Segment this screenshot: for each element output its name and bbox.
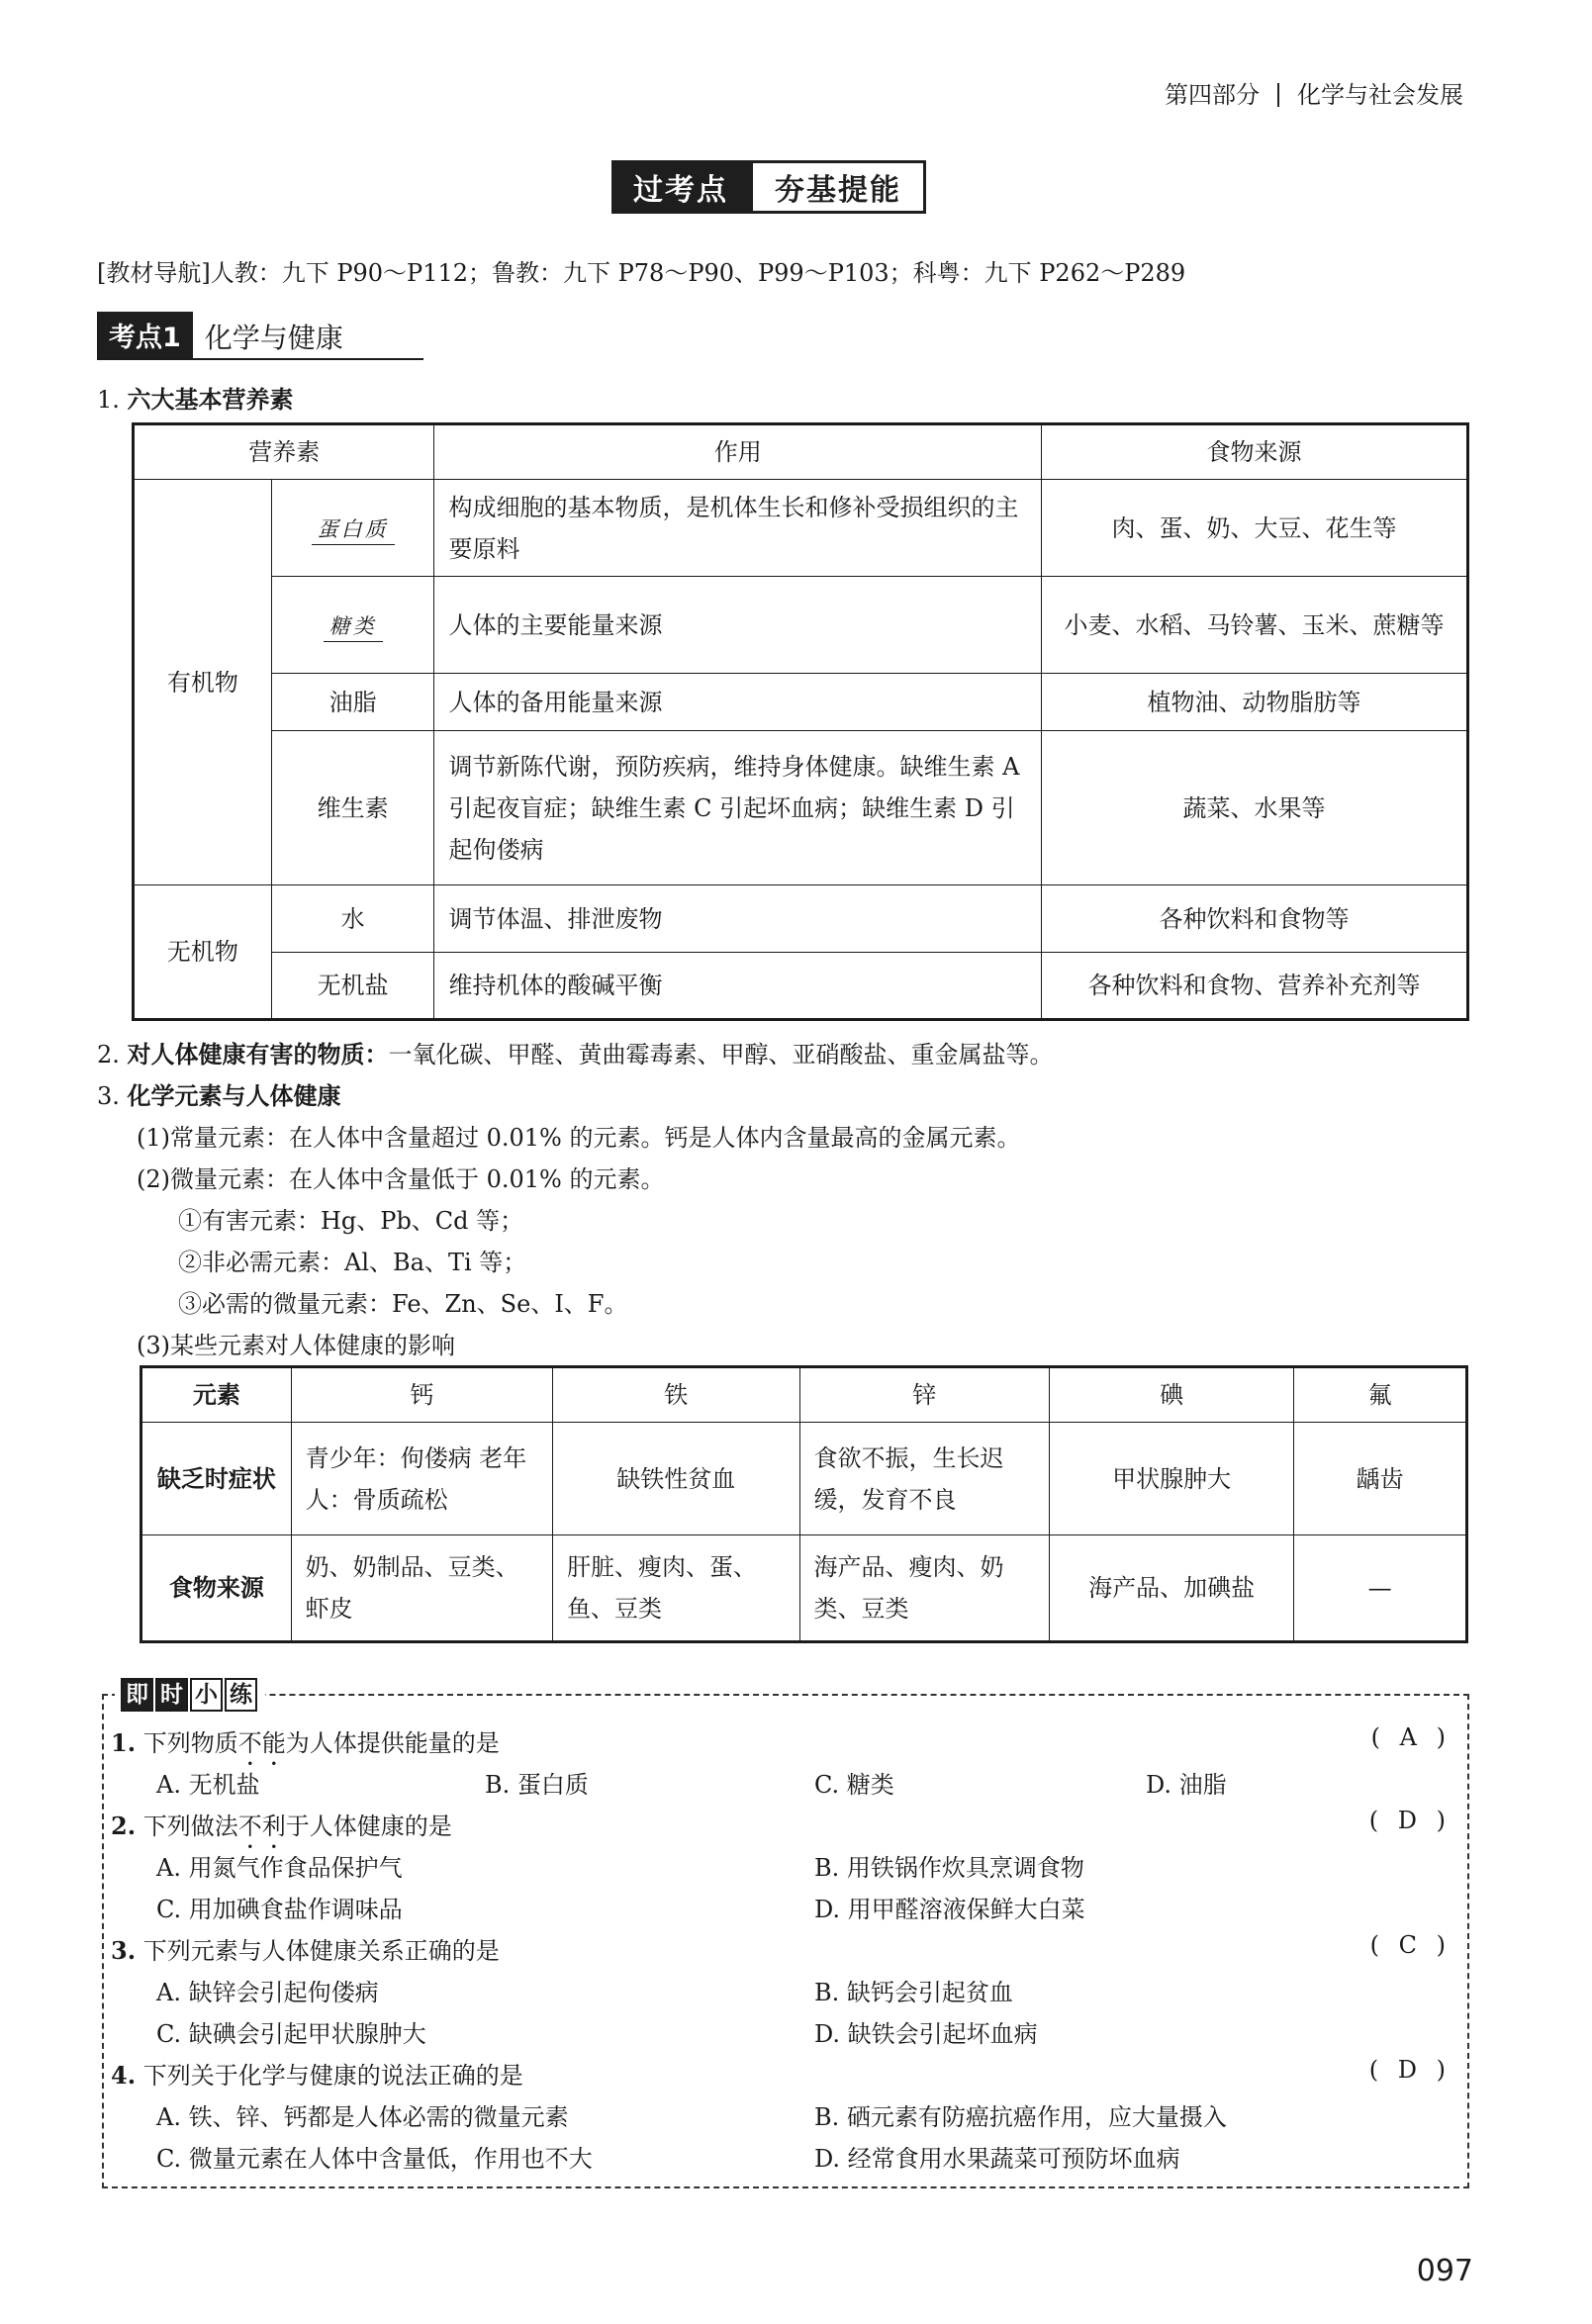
question-4	[111, 2056, 523, 2091]
sec3-p1: (1)常量元素：在人体中含量超过 0.01% 的元素。钙是人体内含量最高的金属元素。	[137, 1124, 1021, 1152]
answer-3: ( C )	[1369, 1931, 1452, 1959]
question-text: 下列做法	[142, 1813, 238, 1840]
table-row	[134, 674, 1468, 731]
sec3-p2b: ②非必需元素：Al、Ba、Ti 等；	[178, 1249, 527, 1276]
question-number: 2.	[111, 1812, 137, 1840]
question-2	[111, 1807, 452, 1854]
header-title: 化学与社会发展	[1297, 81, 1463, 109]
practice-tag	[115, 1678, 265, 1712]
table-cell: 甲状腺肿大	[1049, 1423, 1293, 1535]
section-banner	[611, 160, 926, 214]
kaodian-title: 化学与健康	[204, 322, 343, 354]
practice-tag-char: 练	[225, 1678, 257, 1712]
question-text: 为人体提供能量的是	[285, 1729, 500, 1757]
nutrient-name	[271, 480, 434, 577]
sec2-text: 一氧化碳、甲醛、黄曲霉毒素、甲醇、亚硝酸盐、重金属盐等。	[388, 1041, 1054, 1069]
option: A. 铁、锌、钙都是人体必需的微量元素	[156, 2103, 569, 2131]
sec1-num: 1.	[97, 386, 120, 414]
option: C. 糖类	[814, 1771, 894, 1799]
sec1-title: 六大基本营养素	[127, 385, 294, 414]
table-header: 氟	[1294, 1367, 1467, 1423]
answer-blank: 蛋白质	[312, 514, 395, 545]
table-header: 作用	[434, 424, 1042, 480]
option: D. 油脂	[1146, 1771, 1227, 1799]
table-header: 钙	[291, 1367, 552, 1423]
table-header: 食物来源	[1041, 424, 1467, 480]
row-label: 缺乏时症状	[141, 1423, 292, 1535]
header-divider	[1277, 83, 1279, 107]
table-cell: 缺铁性贫血	[553, 1423, 799, 1535]
table-row	[141, 1535, 1467, 1642]
nutrient-name: 无机盐	[271, 953, 434, 1020]
sec3-p2a: ①有害元素：Hg、Pb、Cd 等；	[178, 1207, 524, 1235]
question-text: 下列物质	[142, 1729, 238, 1757]
nutrient-name	[271, 577, 434, 674]
group-organic: 有机物	[134, 480, 272, 885]
table-cell: 奶、奶制品、豆类、虾皮	[291, 1535, 552, 1642]
question-number: 4.	[111, 2061, 137, 2090]
table-header: 营养素	[134, 424, 434, 480]
page-number: 097	[1416, 2254, 1473, 2288]
row-label: 食物来源	[141, 1535, 292, 1642]
sec2-num: 2.	[97, 1041, 120, 1069]
sec2-title: 对人体健康有害的物质：	[127, 1040, 389, 1069]
option: C. 用加碘食盐作调味品	[156, 1896, 403, 1923]
table-row	[134, 953, 1468, 1020]
question-emphasis: 不能	[237, 1729, 286, 1757]
question-emphasis: 不利	[237, 1813, 286, 1840]
practice-tag-char: 即	[121, 1678, 153, 1712]
nutrient-source: 各种饮料和食物等	[1041, 885, 1467, 953]
option: D. 缺铁会引起坏血病	[814, 2020, 1038, 2048]
table-cell: 海产品、加碘盐	[1049, 1535, 1293, 1642]
question-text: 下列关于化学与健康的说法正确的是	[142, 2062, 523, 2090]
group-inorganic: 无机物	[134, 885, 272, 1020]
question-number: 3.	[111, 1936, 137, 1965]
answer-blank: 糖类	[324, 611, 383, 642]
question-number: 1.	[111, 1728, 137, 1757]
table-row	[134, 885, 1468, 953]
nutrient-function: 人体的备用能量来源	[434, 674, 1042, 731]
option: B. 硒元素有防癌抗癌作用，应大量摄入	[814, 2103, 1227, 2131]
nutrient-function: 人体的主要能量来源	[434, 577, 1042, 674]
sec3-title: 化学元素与人体健康	[127, 1081, 341, 1110]
table-cell: 青少年：佝偻病 老年人：骨质疏松	[291, 1423, 552, 1535]
question-1	[111, 1723, 500, 1771]
nutrient-name: 油脂	[271, 674, 434, 731]
table-row	[141, 1423, 1467, 1535]
answer-4: ( D )	[1368, 2056, 1452, 2084]
question-text: 于人体健康的是	[285, 1813, 452, 1840]
table-row	[134, 577, 1468, 674]
option: A. 无机盐	[156, 1771, 260, 1799]
option: A. 用氮气作食品保护气	[156, 1854, 403, 1882]
sec2	[97, 1035, 1054, 1069]
element-table	[140, 1365, 1468, 1643]
practice-tag-char: 时	[155, 1678, 188, 1712]
answer-2: ( D )	[1368, 1807, 1452, 1834]
nutrient-table	[132, 422, 1469, 1021]
running-header	[1165, 75, 1463, 110]
option: B. 用铁锅作炊具烹调食物	[814, 1854, 1084, 1882]
table-row	[134, 424, 1468, 480]
table-cell: 肝脏、瘦肉、蛋、鱼、豆类	[553, 1535, 799, 1642]
nutrient-function: 维持机体的酸碱平衡	[434, 953, 1042, 1020]
table-header: 元素	[141, 1367, 292, 1423]
header-part: 第四部分	[1165, 81, 1260, 109]
practice-tag-char: 小	[190, 1678, 223, 1712]
table-row	[134, 731, 1468, 885]
sec3-p3: (3)某些元素对人体健康的影响	[137, 1332, 455, 1359]
textbook-guide: [教材导航]人教：九下 P90～P112；鲁教：九下 P78～P90、P99～P103；科粤：九下 P262～P289	[97, 259, 1186, 287]
sec1-heading	[97, 380, 294, 415]
option: D. 用甲醛溶液保鲜大白菜	[814, 1896, 1085, 1923]
nutrient-name: 维生素	[271, 731, 434, 885]
kaodian-heading	[97, 317, 423, 360]
sec3-p2c: ③必需的微量元素：Fe、Zn、Se、I、F。	[178, 1290, 628, 1318]
nutrient-function: 调节新陈代谢，预防疾病，维持身体健康。缺维生素 A 引起夜盲症；缺维生素 C 引起坏血病；缺维生素 D 引起佝偻病	[434, 731, 1042, 885]
table-cell: —	[1294, 1535, 1467, 1642]
nutrient-source: 肉、蛋、奶、大豆、花生等	[1041, 480, 1467, 577]
table-row	[141, 1367, 1467, 1423]
question-3	[111, 1931, 500, 1966]
nutrient-source: 各种饮料和食物、营养补充剂等	[1041, 953, 1467, 1020]
nutrient-source: 植物油、动物脂肪等	[1041, 674, 1467, 731]
option: A. 缺锌会引起佝偻病	[156, 1979, 379, 2006]
sec3-p2: (2)微量元素：在人体中含量低于 0.01% 的元素。	[137, 1165, 665, 1193]
option: D. 经常食用水果蔬菜可预防坏血病	[814, 2145, 1180, 2173]
nutrient-function: 构成细胞的基本物质，是机体生长和修补受损组织的主要原料	[434, 480, 1042, 577]
nutrient-function: 调节体温、排泄废物	[434, 885, 1042, 953]
sec3-heading	[97, 1076, 341, 1111]
option: C. 缺碘会引起甲状腺肿大	[156, 2020, 426, 2048]
kaodian-tag: 考点1	[97, 312, 193, 358]
option: C. 微量元素在人体中含量低，作用也不大	[156, 2145, 593, 2173]
table-header: 铁	[553, 1367, 799, 1423]
nutrient-source: 小麦、水稻、马铃薯、玉米、蔗糖等	[1041, 577, 1467, 674]
sec3-num: 3.	[97, 1082, 120, 1110]
option: B. 缺钙会引起贫血	[814, 1979, 1013, 2006]
banner-right: 夯基提能	[750, 160, 926, 214]
table-row	[134, 480, 1468, 577]
banner-left: 过考点	[611, 160, 750, 214]
nutrient-source: 蔬菜、水果等	[1041, 731, 1467, 885]
table-header: 碘	[1049, 1367, 1293, 1423]
question-text: 下列元素与人体健康关系正确的是	[142, 1937, 500, 1965]
table-header: 锌	[799, 1367, 1049, 1423]
nutrient-name: 水	[271, 885, 434, 953]
option: B. 蛋白质	[485, 1771, 589, 1799]
answer-1: ( A )	[1370, 1723, 1452, 1751]
table-cell: 食欲不振，生长迟缓，发育不良	[799, 1423, 1049, 1535]
table-cell: 龋齿	[1294, 1423, 1467, 1535]
table-cell: 海产品、瘦肉、奶类、豆类	[799, 1535, 1049, 1642]
